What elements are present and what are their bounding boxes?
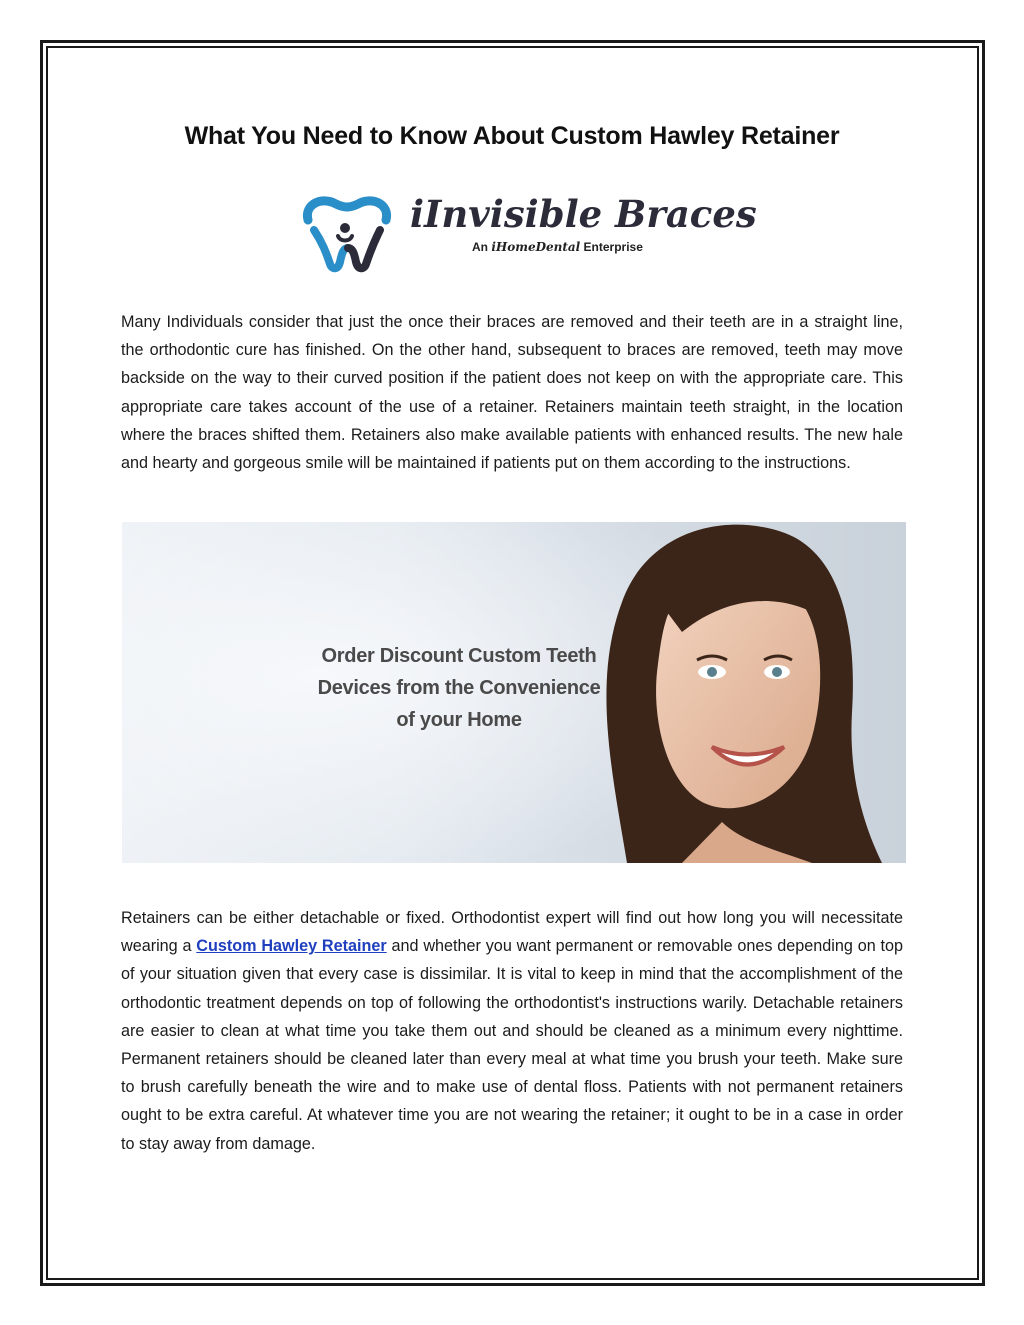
body-paragraph-text-before-link: Retainers can be either detachable or fixed. Orthodontist expert will find out how long you will necessitate wearing a — [121, 909, 903, 956]
body-paragraph-text-after-link: and whether you want permanent or removable ones depending on top of your situation given that every case is dissimilar. It is vital to keep in mind that the accomplishment of the orthodontic treatment depends on top of following the orthodontist's instructions warily. Detachable retainers are easier to clean at what time you take them out and should be cleaned as a minimum every nighttime. Permanent retainers should be cleaned later than every meal at what time you brush your teeth. Make sure to brush carefully beneath the wire and to make use of dental floss. Patients with not permanent retainers ought to be extra careful. At whatever time you are not wearing the retainer; it ought to be in a case in order to stay away from damage. — [121, 937, 904, 1153]
logo-tagline-prefix: An — [472, 240, 492, 254]
hero-image — [122, 522, 906, 863]
intro-paragraph: Many Individuals consider that just the once their braces are removed and their teeth are in a straight line, the orthodontic cure has finished. On the other hand, subsequent to braces are removed, teeth may move backside on the way to their curved position if the patient does not keep on with the appropriate care. This appropriate care takes account of the use of a retainer. Retainers maintain teeth straight, in the location where the braces shifted them. Retainers also make available patients with enhanced results. The new hale and hearty and gorgeous smile will be maintained if patients put on them according to the instructions. — [121, 313, 903, 473]
logo-tagline-brand: iHomeDental — [491, 240, 581, 254]
tooth-logo-icon — [300, 190, 410, 280]
logo-tagline — [472, 240, 643, 254]
body-paragraph — [121, 904, 903, 1158]
hero-caption-line-1: Order Discount Custom Teeth — [321, 645, 597, 667]
logo-brand-text: iInvisible Braces — [410, 192, 757, 236]
page-title: What You Need to Know About Custom Hawley Retainer — [184, 122, 840, 150]
logo-tagline-suffix: Enterprise — [580, 240, 643, 254]
hero-caption-line-2: Devices from the Convenience — [317, 677, 601, 699]
hero-caption-line-3: of your Home — [396, 709, 522, 731]
hero-caption — [314, 640, 604, 736]
brand-logo — [268, 178, 760, 288]
custom-hawley-retainer-link[interactable]: Custom Hawley Retainer — [196, 937, 387, 956]
